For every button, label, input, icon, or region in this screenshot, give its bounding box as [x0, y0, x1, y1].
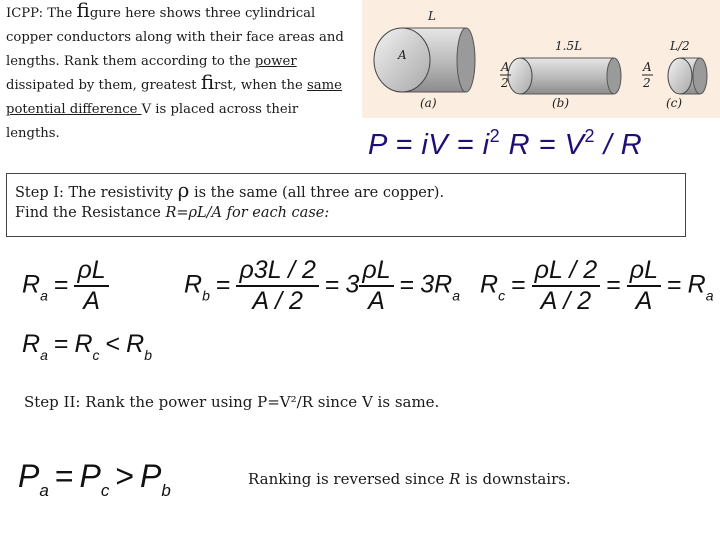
- cylinder-a-length: L: [428, 9, 436, 23]
- equals-sign: =: [324, 270, 340, 299]
- p-symbol: P: [140, 458, 162, 494]
- cylinder-b-area-den: 2: [501, 76, 509, 90]
- resistance-equation-b: [184, 256, 460, 316]
- r-symbol: R: [126, 330, 145, 358]
- sub-c: c: [92, 347, 100, 363]
- r-symbol: R: [74, 330, 93, 358]
- note-part-a: Ranking is reversed since: [248, 470, 450, 488]
- coefficient-three: 3: [345, 270, 360, 299]
- sub-b: b: [144, 347, 152, 363]
- caption-c: (c): [666, 96, 683, 110]
- power-eq-part1: P = iV = i: [368, 129, 490, 161]
- cylinder-a: [374, 28, 475, 92]
- greater-than-sign: >: [115, 458, 135, 494]
- step1-line2: [15, 205, 329, 221]
- cylinders-figure: [362, 0, 720, 118]
- fraction-a: [74, 256, 108, 316]
- p-symbol: P: [79, 458, 101, 494]
- resistance-equation-c: [480, 256, 714, 316]
- cylinder-c-face: [668, 58, 692, 94]
- step1-line1: [15, 178, 444, 202]
- power-eq-part3: / R: [595, 129, 643, 161]
- step1-text-b: is the same (all three are copper).: [189, 185, 445, 201]
- cylinder-c-end: [693, 58, 707, 94]
- numerator: ρL: [629, 256, 659, 284]
- cylinder-b-body: [520, 58, 614, 94]
- caption-b: (b): [552, 96, 570, 110]
- sub-a: a: [39, 481, 49, 500]
- step2-text: Step II: Rank the power using P=V²/R since V is same.: [24, 393, 440, 411]
- three-r: 3R: [420, 270, 453, 299]
- fraction-c2: [627, 256, 661, 316]
- step1-line2-text: Find the Resistance: [15, 205, 166, 221]
- ligature-fi: fi: [76, 0, 90, 22]
- numerator: ρL: [77, 256, 106, 284]
- cylinder-b-length: 1.5L: [555, 39, 583, 53]
- ligature-fi: fi: [200, 70, 215, 94]
- sub-c: c: [100, 481, 110, 500]
- equals-sign: =: [511, 270, 526, 299]
- cylinders-svg: [362, 0, 720, 118]
- cylinder-c-length: L/2: [670, 39, 690, 53]
- question-part3: rst, when the: [214, 78, 307, 93]
- equals-sign: =: [53, 270, 69, 299]
- fraction-b2: [359, 256, 393, 316]
- numerator: ρ3L / 2: [239, 256, 316, 284]
- sub-c: c: [498, 287, 506, 304]
- question-part2: dissipated by them, greatest: [6, 78, 201, 93]
- caption-a: (a): [420, 96, 437, 110]
- numerator: ρL: [362, 256, 391, 284]
- note-part-c: is downstairs.: [460, 470, 571, 488]
- sub-b: b: [202, 287, 210, 304]
- question-prefix: ICPP: The: [6, 6, 77, 21]
- step1-text-a: Step I: The resistivity: [15, 185, 178, 201]
- sub-a: a: [40, 287, 48, 304]
- denominator: A: [359, 285, 393, 316]
- sub-a: a: [40, 347, 48, 363]
- r-symbol: R: [184, 270, 203, 299]
- resistance-formula: R=ρL/A for each case:: [165, 205, 330, 221]
- question-part4: V is placed across their lengths.: [6, 102, 299, 141]
- resistance-ranking: [22, 330, 152, 363]
- step1-box: [6, 173, 686, 237]
- power-eq-square2: 2: [584, 126, 596, 146]
- r-symbol: R: [480, 270, 499, 299]
- ranking-note: [248, 470, 571, 488]
- rho-symbol: ρ: [177, 178, 190, 202]
- denominator: A / 2: [236, 285, 318, 316]
- denominator: A: [74, 285, 108, 316]
- cylinder-a-end: [457, 28, 475, 92]
- cylinder-b-area-num: A: [501, 60, 510, 74]
- equals-sign: =: [399, 270, 415, 299]
- fraction-c1: [532, 256, 601, 316]
- r-symbol: R: [22, 270, 41, 299]
- potential-difference-underlined: same potential difference: [6, 78, 342, 117]
- fraction-b1: [236, 256, 318, 316]
- cylinder-b-end: [607, 58, 621, 94]
- denominator: A / 2: [532, 285, 601, 316]
- denominator: A: [627, 285, 661, 316]
- power-equation: [368, 126, 642, 162]
- equals-sign: =: [215, 270, 231, 299]
- question-part1: gure here shows three cylindrical copper conductors along with their face areas and lengths. Rank them according to the: [6, 6, 344, 69]
- r-symbol: R: [687, 270, 706, 299]
- power-ranking: [18, 458, 171, 501]
- cylinder-c-area-num: A: [643, 60, 652, 74]
- cylinder-b: [508, 58, 621, 94]
- equals-sign: =: [53, 330, 69, 358]
- r-symbol: R: [22, 330, 41, 358]
- equals-sign: =: [667, 270, 682, 299]
- less-than-sign: <: [105, 330, 121, 358]
- equals-sign: =: [54, 458, 74, 494]
- cylinder-c-area-den: 2: [643, 76, 651, 90]
- cylinder-b-face: [508, 58, 532, 94]
- equals-sign: =: [606, 270, 621, 299]
- sub-a: a: [452, 287, 461, 304]
- sub-a: a: [705, 287, 714, 304]
- note-r: R: [449, 470, 461, 488]
- sub-b: b: [161, 481, 171, 500]
- power-eq-square1: 2: [489, 126, 501, 146]
- cylinder-a-area: A: [398, 48, 407, 62]
- power-eq-part2: R = V: [500, 129, 585, 161]
- cylinder-c: [668, 58, 707, 94]
- question-text: [6, 2, 356, 146]
- resistance-equation-a: [22, 256, 109, 316]
- numerator: ρL / 2: [534, 256, 598, 284]
- power-underlined: power: [254, 54, 297, 69]
- p-symbol: P: [18, 458, 40, 494]
